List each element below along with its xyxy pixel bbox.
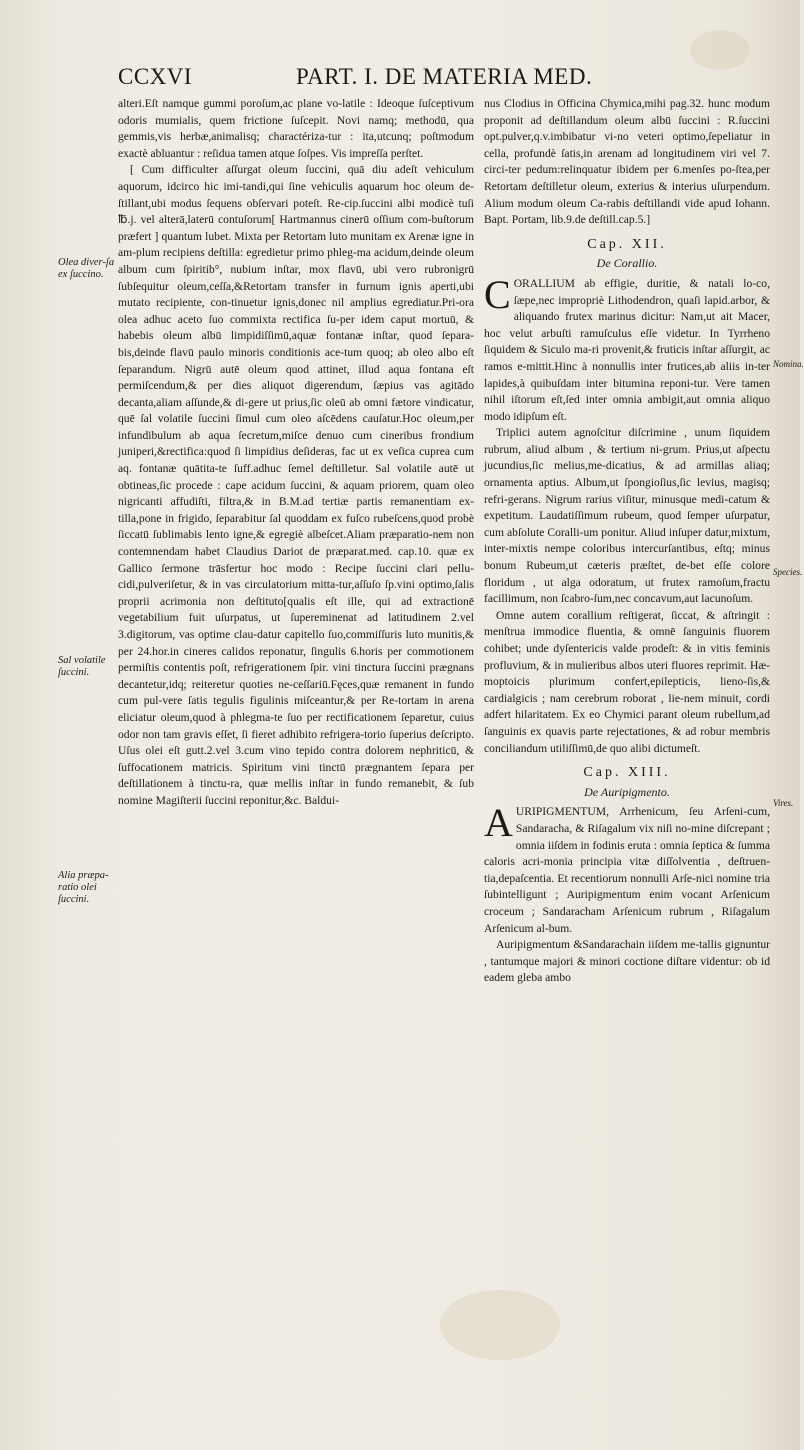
chapter-subtitle-13: De Auripigmento. — [584, 784, 670, 799]
margin-note-sal: Sal volatile ſuccini. — [58, 655, 106, 678]
chapter-heading-12: Cap. XII. — [587, 236, 667, 252]
paragraph: alteri.Eſt namque gummi poroſum,ac plane vo-latile : Ideoque ſuſceptivum odoris mumialis, quem frictione ſuſcepit. Novi namq; methodū, qua gemmis,vis herbæ,animalisq; charactériza-tur : ita,utcunq; poſtmodum exactè abluantur : reſidua tamen atque ſoſpes. Vis impreſſa perſtet. — [118, 97, 474, 160]
margin-note-alia: Alia præpa-ratio olei ſuccini. — [58, 870, 109, 905]
paragraph-text: URIPIGMENTUM, Arrhenicum, ſeu Arſeni-cum, Sandaracha, & Riſagalum vix niſi no-mine diſcrepant ; omnia iiſdem in fodinis eruta : omnia ſeptica & ſumma caloris acri-monia principia vitæ diſſolventia , deſtruen-tia,depaſcentia. Et recentiorum nonnulli Arſe-nici nomine tria ſubintelligunt ; Auripigmentum enim vocant Arſenicum croceum ; Sandaracham Arſenicum rubrum , Riſagalum Arſenicum al-bum. — [484, 805, 770, 935]
folio-number: CCXVI — [118, 64, 193, 89]
margin-note-vires: Vires. — [773, 798, 794, 808]
drop-cap: C — [484, 271, 511, 317]
paragraph-text: ORALLIUM ab effigie, duritie, & natali lo-co, ſæpe,nec impropriè Lithodendron, quaſi lapid.arbor, & aliquando frutex marinus dicitur: Nam,ut ait Macer, hoc velut arbuſti ramuſculus eſſe videtur. In Tyrrheno ſiquidem & Siculo ma-ri provenit,& fruticis inſtar aſſurgit, ac ramos e-mittit.Hinc à nonnullis inter frutices,ab aliis in-ter lapides,à quibuſdam inter bitumina reponi-tur. Vere tamen nihil iſtorum eſt,ſed inter omnia ambigit,aut omnia aliquo modo idipſum eſt. — [484, 276, 770, 423]
margin-note-nomina: Nomina. — [773, 359, 804, 369]
running-title: PART. I. DE MATERIA MED. — [296, 64, 593, 89]
chapter-heading-13: Cap. XIII. — [583, 765, 671, 781]
paragraph-auripigmentum — [484, 800, 770, 937]
page-header — [118, 64, 758, 94]
paragraph: Auripigmentum &Sandarachain iiſdem me-tallis gignuntur , tantumque majori & minori coctione diſtare videntur: ob id eadem gleba ambo — [484, 938, 770, 985]
paragraph-corallium — [484, 271, 770, 425]
margin-note-species: Species. — [773, 567, 803, 577]
chapter-subtitle-12: De Corallio. — [596, 256, 658, 271]
paragraph: nus Clodius in Officina Chymica,mihi pag.32. hunc modum proponit ad deſtillandum oleum albū ſuccini : R.ſuccini opt.pulver,q.v.imbibatur vi-no veteri optimo,ſepeliatur in cella, profundè ſatis,in arenam ad longitudinem viri vel 7. circi-ter pedum:relinquatur ibidem per 6.menſes po-ſtea,per Retortam deſtilletur oleum, exterius & interius uſurpendum. Alium modum oleum Ca-rabis deſtillandi vide apud Iohann. Bapt. Portam, lib.9.de deſtill.cap.5.] — [484, 97, 770, 227]
paper-stain — [440, 1290, 560, 1360]
left-column — [118, 96, 474, 810]
right-column — [484, 96, 770, 987]
paragraph: Omne autem corallium reſtigerat, ſiccat, & aſtringit : menſtrua immodice fluentia, & omnē ſanguinis fluorem cohibet; unde dyſentericis valde prodeſt: & in vitis feminis profluvium, & in mulieribus albos uteri fluores reprimit. Hæ-moptoicis plurimum confert,epilepticis, lieno-ſis,& cardialgicis ; nam cerebrum roborat , lie-nem minuit, cordi adfert hilaritatem. Ex eo Chymici parant oleum rubellum,ad ſanguinis ex quavis parte rejectationes, & ad robur membris conciliandum utiliſſimū,de quo alibi dictumeſt. — [484, 608, 770, 755]
paragraph: Triplici autem agnoſcitur diſcrimine , unum ſiquidem rubrum, aliud album , & tertium ni-grum. Prius,ut aſpectu jucundius,ſic melius,me-dicatius, & ad armillas aliaq; ornamenta aptius. Album,ut ſpongioſius,ſic levius, magisq; refri-gerans. Nigrum rarius viſitur, minusque medi-catum & expetitum. Laudatiſſimum rubeum, quod ſemper uſurpatur, cum abſolute Coralli-um ponitur. Aliud inſuper datur,mixtum, inter-mixtis nempe coloribus intercurſantibus, eſtq; minus bonum Rubeum,ut cæteris præſtet, de-bet eſſe colore floridum , ut alga odoratum, ut frutex ramoſum,fractu facillimum, non ſcabro-ſum,nec concavum,aut lacunoſum. — [484, 426, 770, 606]
drop-cap: A — [484, 800, 513, 846]
paragraph: [ Cum difficulter aſſurgat oleum ſuccini, quā diu adeſt vehiculum aquorum, idcirco hic imi-tandi,qui ſine vehiculis aquarum hoc oleum de-ſtillant,ubi modus ſequens obſervari poteſt. Re-cip.ſuccini albi modicè tuſi ℔.j. vel alterā,laterū contuſorum[ Hartmannus cinerū oſſium com-buſtorum præfert ] quantum lubet. Mixta per Retortam luto munitam ex Arenæ igne in am-plum recipiens deſtilla: egredietur primo phleg-ma acidum,deinde oleum album cum ſpiritib°, nubium inſtar, mox flavū, ubi vero rubronigrū ſubſequitur oleum,ceſſa,&Retortam transfer in furnum ignis aperti,ubi mutato recipiente, con-tinuetur ignis,donec nil amplius egrediatur.Pri-ora olea adhuc aceto ſuo commixta rectifica ſu-per idem caput mortuū, & habebis oleum albū limpidiſſimū,aquæ fontanæ inſtar, quod ſepara-bis,deinde flavū paulo minoris conditionis ace-tum quoq; ab oleo albo eſt ſeparandum. Nigrū autē oleum quod attinet, illud aqua fontana eſt permiſcendum,& per dies aliquot digerendum, ſæpius vas agitādo decanta,aliam aſſunde,& di-gere ut prius,ſic oleū ab omni fætore vindicatur, quē ſal volatile ſuccini ſimul cum oleo aſcēdens cauſatur.Hoc oleum,per infundibulum ab aqua ſecretum,miſce denuo cum cineribus frondium juniperi,&rectifica:quod ſi limpidius deſideras, fac ut ex veſica cuprea cum aq. fontanæ quātita-te ſuff.adhuc ſemel deſtilletur. Sal volatile autē ut obtineas,ſic procede : cape acidum ſuccini, & aquam priorem, quam oleo nigricanti affudiſti, filtra,& in B.M.ad tertiæ partis remanentiam ex-tilla,pone in frigido, ſeparabitur ſal quoddam ex fuſco rubeſcens,quod probè ſiccatū ſublimabis lento igne,& egregiè albeſcet.Aliam præparatio-nem non contemnendam habet Claudius Dariot de præparat.med. cap.10. quæ ex Gallico ſermone trāsfertur hoc modo : Recipe ſuccini clari pellu-cidi,pulveriſetur, & in vas circulatorium mitta-tur,aſſuſo ſp.vini optimo,ſalis proprii acrimonia non deſtituto[qualis eſt ille, qui ad extractionē vegetabilium fuit uſurpatus, ut ſupereminenat ad latitudinem 2.vel 3.digitorum, vas optime clau-datur capitello ſuo,commiſſuris luto munitis,& per 24.hor.in cineres calidos reponatur, ſingulis 6.horis per commotionem permiſtis contentis poſt, refrigerationem ſpir. vini tinctura ſuccini prægnans decantetur,idq; reiteretur quoties ne-ceſſariū.Fęces,quæ remanent in fundo cum pul-vere ſatis tegulis figulinis miſceantur,& per Re-tortam in arena eliciatur oleum,quod à phlegma-te ſuo per rectificationem ſeparetur, cuius odor non tam gravis eſſet, ſi fieret adhibito refrigera-torio ſuperius deſcripto. Uſus olei eſt gutt.2.vel 3.cum vino tepido contra dolorem nephriticū, & ſuffocationem matricis. Spiritum vini tinctū prægnantem ſepara per deſtillationem à tinctu-ra, quæ mellis inſtar in fundo remanebit, & ſub nomine Magiſterii ſuccini reponitur,&c. Baldui- — [118, 163, 474, 807]
margin-note-olea: Olea diver-ſa ex ſuccino. — [58, 257, 115, 280]
